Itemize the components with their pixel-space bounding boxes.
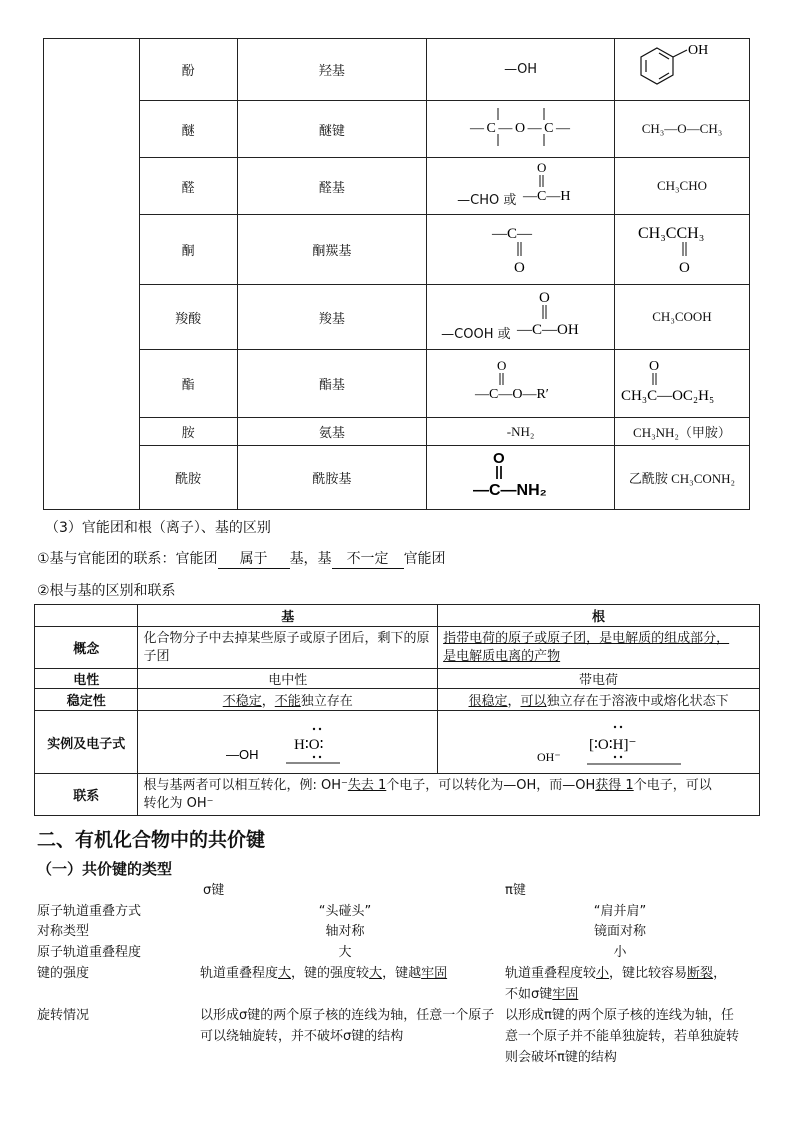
header-blank: [35, 605, 138, 627]
text-span: 转化为 OH⁻: [143, 795, 214, 811]
acetone-structure: [632, 218, 732, 278]
svg-text:CH₃C—OC₂H₅: CH₃C—OC₂H₅: [620, 387, 715, 404]
sigma-rotation: 以形成σ键的两个原子核的连线为轴，任意一个原子可以绕轴旋转，并不破坏σ键的结构: [200, 1008, 495, 1044]
row-label: 原子轨道重叠程度: [37, 945, 142, 960]
example-cell: CH₃COOH: [614, 285, 749, 350]
svg-text:[∶O∶H]⁻: [∶O∶H]⁻: [588, 737, 636, 753]
svg-text:—C—O—R′: —C—O—R′: [474, 386, 549, 402]
group-cell: 酰胺基: [237, 446, 427, 510]
pi-value: 小: [613, 945, 627, 960]
svg-text:OH: OH: [687, 42, 709, 58]
category-blank-cell: [44, 39, 140, 510]
formula-cell: [427, 446, 615, 510]
group-cell: 酮羰基: [237, 215, 427, 285]
text-span: 基，基: [289, 551, 332, 567]
svg-text:—C—: —C—: [491, 225, 532, 242]
header-gen: 根: [438, 605, 760, 627]
text-span: ①基与官能团的联系：官能团: [37, 551, 218, 567]
section-3-title: （3）官能团和根（离子）、基的区别: [45, 520, 271, 536]
pi-column-header: π键: [505, 883, 526, 898]
svg-text:OH⁻: OH⁻: [536, 750, 561, 764]
concept-gen: [438, 627, 760, 669]
ester-structure: [471, 354, 571, 410]
svg-text:O: O: [538, 290, 550, 306]
aldehyde-structure: [521, 160, 581, 212]
svg-text:O: O: [648, 358, 660, 374]
carboxyl-formula-text: —COOH 或: [441, 327, 511, 342]
text-span: 个电子，可以: [633, 777, 712, 793]
example-cell: [614, 215, 749, 285]
text-span: 不如σ键: [505, 987, 553, 1002]
ethyl-acetate-structure: [617, 354, 747, 410]
hydroxyl-electron-formula: [168, 711, 408, 769]
class-cell: 酮: [139, 215, 237, 285]
group-cell: 羧基: [237, 285, 427, 350]
example-cell: [614, 39, 749, 101]
svg-text:CH₃CCH₃: CH₃CCH₃: [637, 224, 705, 242]
charge-gen: 带电荷: [438, 669, 760, 689]
class-cell: 醚: [139, 101, 237, 158]
text-span: 个电子，可以转化为—OH，而—OH: [386, 777, 596, 793]
row-label: 稳定性: [35, 689, 138, 711]
text-span: 独立存在于溶液中或熔化状态下: [546, 694, 729, 709]
pi-value: “肩并肩”: [593, 904, 647, 919]
text-span: ，键的强度较: [291, 966, 370, 981]
class-cell: 羧酸: [139, 285, 237, 350]
svg-text:—C—H: —C—H: [522, 189, 570, 204]
sigma-value: 大: [338, 945, 352, 960]
row-label: 旋转情况: [37, 1008, 90, 1023]
svg-text:—C—NH₂: —C—NH₂: [472, 481, 547, 499]
text-span: 轨道重叠程度: [200, 966, 279, 981]
formula-cell: —OH: [427, 39, 615, 101]
pi-rotation: 以形成π键的两个原子核的连线为轴，任意一个原子并不能单独旋转，若单独旋转则会破坏π键的结构: [505, 1008, 740, 1065]
text-span: ，键比较容易: [609, 966, 688, 981]
formula-cell: [427, 350, 615, 418]
sigma-strength: [200, 963, 495, 984]
class-cell: 胺: [139, 418, 237, 446]
blank-answer: 属于: [218, 548, 290, 569]
sigma-column-header: σ键: [203, 883, 225, 898]
ether-structure: [466, 102, 576, 152]
svg-text:O: O: [536, 160, 546, 175]
pi-value: 镜面对称: [593, 924, 646, 939]
text-span: ，: [713, 966, 727, 981]
formula-cell: -NH₂: [427, 418, 615, 446]
underlined-text: 牢固: [421, 966, 448, 981]
base-fg-relation: [37, 548, 446, 569]
group-cell: 羟基: [237, 39, 427, 101]
example-ji: [138, 711, 438, 774]
header-ji: 基: [138, 605, 438, 627]
pi-strength: [505, 963, 755, 1005]
underlined-text: 不能: [274, 694, 301, 709]
underlined-text: 可以: [520, 694, 547, 709]
underlined-text: 断裂: [687, 966, 714, 981]
example-cell: CH₃—O—CH₃: [614, 101, 749, 158]
text-span: ，: [507, 694, 521, 709]
sigma-value: 轴对称: [325, 924, 365, 939]
amide-structure: [471, 447, 571, 505]
class-cell: 醛: [139, 158, 237, 215]
functional-group-table: [43, 38, 750, 510]
formula-cell: [427, 215, 615, 285]
row-label: 电性: [35, 669, 138, 689]
group-cell: 醛基: [237, 158, 427, 215]
charge-ji: 电中性: [138, 669, 438, 689]
root-base-table: [34, 604, 760, 816]
svg-text:O: O: [513, 259, 525, 276]
formula-cell: [427, 285, 615, 350]
example-gen: [438, 711, 760, 774]
carboxyl-structure: [515, 288, 591, 346]
row-label: 联系: [35, 774, 138, 816]
underlined-text: 大: [369, 966, 383, 981]
section-2-subheading: （一）共价键的类型: [37, 860, 173, 878]
stability-ji: [138, 689, 438, 711]
group-cell: 氨基: [237, 418, 427, 446]
stability-gen: [438, 689, 760, 711]
underlined-text: 不稳定: [222, 694, 262, 709]
group-cell: 醚键: [237, 101, 427, 158]
link-text: [138, 774, 760, 816]
class-cell: 酚: [139, 39, 237, 101]
text-span: 官能团: [403, 551, 446, 567]
underlined-text: 获得 1: [595, 777, 634, 793]
row-label: 概念: [35, 627, 138, 669]
sigma-value: “头碰头”: [318, 904, 372, 919]
svg-text:—C—OH: —C—OH: [516, 322, 579, 338]
formula-cell: [427, 158, 615, 215]
text-span: ，: [261, 694, 275, 709]
svg-text:O: O: [496, 357, 506, 373]
row-label: 对称类型: [37, 924, 90, 939]
svg-text:—C—O—C—: —C—O—C—: [469, 121, 570, 136]
class-cell: 酯: [139, 350, 237, 418]
example-cell: [614, 350, 749, 418]
root-base-title: ②根与基的区别和联系: [37, 583, 176, 599]
svg-text:O: O: [492, 449, 505, 467]
example-cell: CH₃CHO: [614, 158, 749, 215]
hydroxide-electron-formula: [449, 711, 749, 769]
formula-cell: [427, 101, 615, 158]
row-label: 实例及电子式: [35, 711, 138, 774]
svg-text:—OH: —OH: [225, 747, 259, 762]
concept-ji: 化合物分子中去掉某些原子或原子团后，剩下的原子团: [138, 627, 438, 669]
svg-text:H∶O∶: H∶O∶: [293, 737, 324, 753]
text-span: 轨道重叠程度较: [505, 966, 597, 981]
underlined-text: 失去 1: [347, 777, 387, 793]
underlined-text: 小: [596, 966, 610, 981]
text-span: ，键越: [382, 966, 422, 981]
underlined-text: 牢固: [552, 987, 579, 1002]
group-cell: 酯基: [237, 350, 427, 418]
underlined-text: 大: [278, 966, 292, 981]
phenol-structure: [627, 40, 737, 96]
text-span: 根与基两者可以相互转化，例: OH⁻: [143, 777, 348, 793]
ketone-structure: [486, 218, 556, 278]
aldehyde-formula-text: —CHO 或: [457, 193, 517, 208]
section-2-heading: 二、有机化合物中的共价键: [37, 829, 266, 851]
text-span: 独立存在: [300, 694, 353, 709]
underlined-text: 是电解质电离的产物: [443, 648, 561, 664]
svg-text:O: O: [678, 259, 690, 276]
example-cell: CH₃NH₂（甲胺）: [614, 418, 749, 446]
example-cell: 乙酰胺 CH₃CONH₂: [614, 446, 749, 510]
underlined-text: 指带电荷的原子或原子团，是电解质的组成部分，: [443, 630, 730, 646]
class-cell: 酰胺: [139, 446, 237, 510]
underlined-text: 很稳定: [468, 694, 508, 709]
row-label: 原子轨道重叠方式: [37, 904, 142, 919]
row-label: 键的强度: [37, 966, 90, 981]
blank-answer: 不一定: [332, 548, 404, 569]
